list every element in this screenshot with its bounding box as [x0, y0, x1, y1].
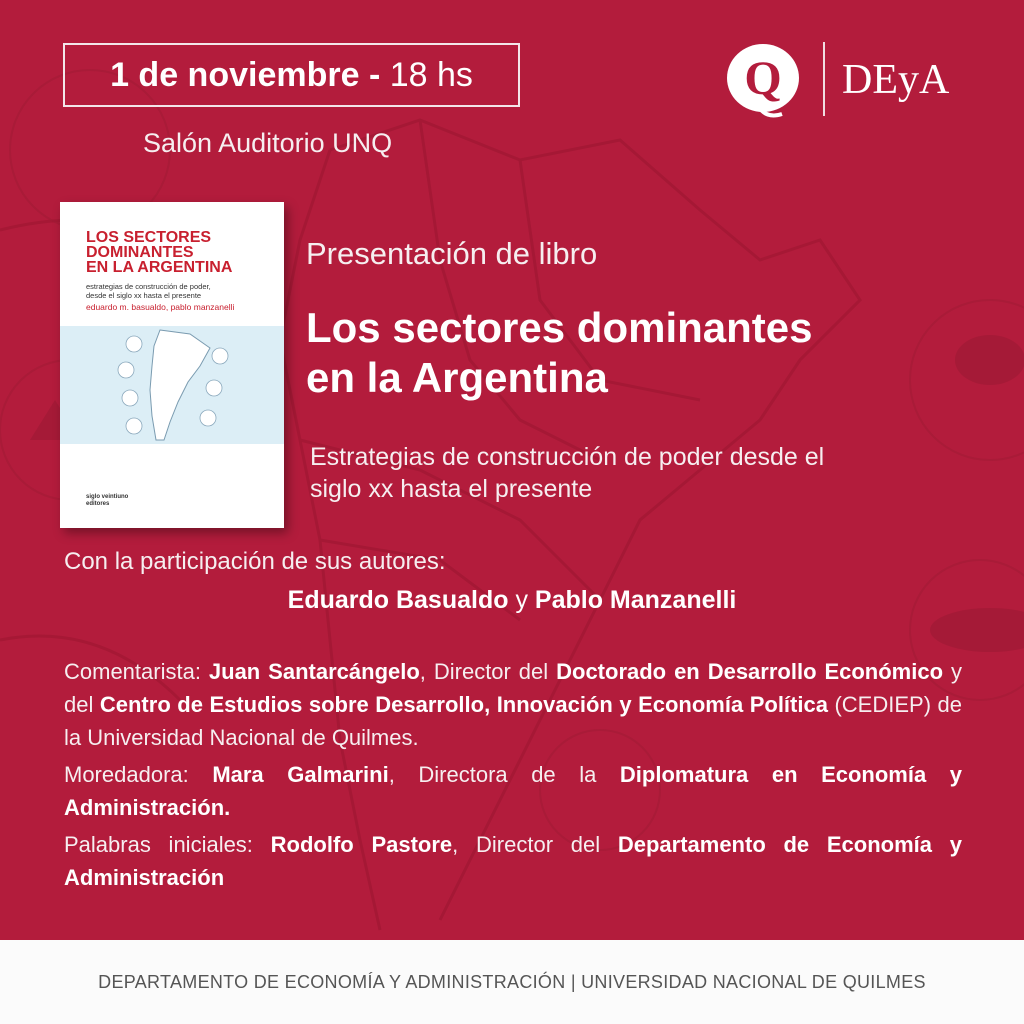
- unq-q-logo-icon: [720, 40, 810, 120]
- moderator-role: Moredadora:: [64, 762, 213, 787]
- date-time-box: [63, 43, 520, 107]
- logo-divider: [823, 42, 825, 116]
- commentator-name: Juan Santarcángelo: [208, 659, 420, 684]
- author-1: Eduardo Basualdo: [287, 586, 509, 614]
- logo-text: DEyA: [842, 57, 950, 103]
- book-subtitle: Estrategias de construcción de poder desde el siglo xx hasta el presente: [310, 443, 825, 503]
- moderator-bold-1: Diplomatura en Economía y Administración.: [64, 762, 962, 820]
- commentator-line: [64, 655, 962, 754]
- book-cover-publisher: siglo veintiuno editores: [86, 494, 129, 507]
- event-venue: Salón Auditorio UNQ: [143, 128, 393, 158]
- book-title: Los sectores dominantes en la Argentina: [306, 304, 813, 401]
- event-time: 18 hs: [389, 55, 473, 94]
- deya-logo: [720, 40, 970, 120]
- logo-mark: Q: [744, 52, 782, 105]
- commentator-text-1: , Director del: [419, 659, 557, 684]
- opening-role: Palabras iniciales:: [64, 832, 271, 857]
- participation-label: Con la participación de sus autores:: [64, 548, 446, 575]
- book-cover: [60, 202, 284, 528]
- opening-name: Rodolfo Pastore: [270, 832, 453, 857]
- book-cover-authors: eduardo m. basualdo, pablo manzanelli: [86, 302, 235, 312]
- credits-block: [64, 655, 962, 898]
- book-cover-subtitle: estrategias de construcción de poder, desde el siglo xx hasta el presente: [86, 282, 211, 300]
- commentator-bold-1: Doctorado en Desarrollo Económico: [556, 659, 944, 684]
- commentator-role: Comentarista:: [64, 659, 209, 684]
- book-cover-title: LOS SECTORES DOMINANTES EN LA ARGENTINA: [86, 229, 233, 276]
- moderator-text-1: , Directora de la: [388, 762, 620, 787]
- opening-bold-1: Departamento de Economía y Administración: [64, 832, 962, 890]
- opening-line: [64, 828, 962, 894]
- argentina-map-icon: [60, 326, 284, 444]
- commentator-text-2: y del: [64, 659, 962, 717]
- book-cover-map-band: [60, 326, 284, 444]
- moderator-line: [64, 758, 962, 824]
- footer-text: DEPARTAMENTO DE ECONOMÍA Y ADMINISTRACIÓN | UNIVERSIDAD NACIONAL DE QUILMES: [98, 971, 926, 992]
- authors-line: [0, 586, 1024, 615]
- event-date: 1 de noviembre -: [110, 55, 381, 94]
- authors-conj: y: [508, 586, 535, 614]
- moderator-name: Mara Galmarini: [212, 762, 389, 787]
- commentator-text-3: (CEDIEP) de la Universidad Nacional de Quilmes.: [64, 692, 962, 750]
- footer-bar: [0, 940, 1024, 1024]
- opening-text-1: , Director del: [452, 832, 618, 857]
- commentator-bold-2: Centro de Estudios sobre Desarrollo, Innovación y Economía Política: [99, 692, 828, 717]
- presentation-intro: Presentación de libro: [306, 236, 598, 271]
- author-2: Pablo Manzanelli: [534, 586, 737, 614]
